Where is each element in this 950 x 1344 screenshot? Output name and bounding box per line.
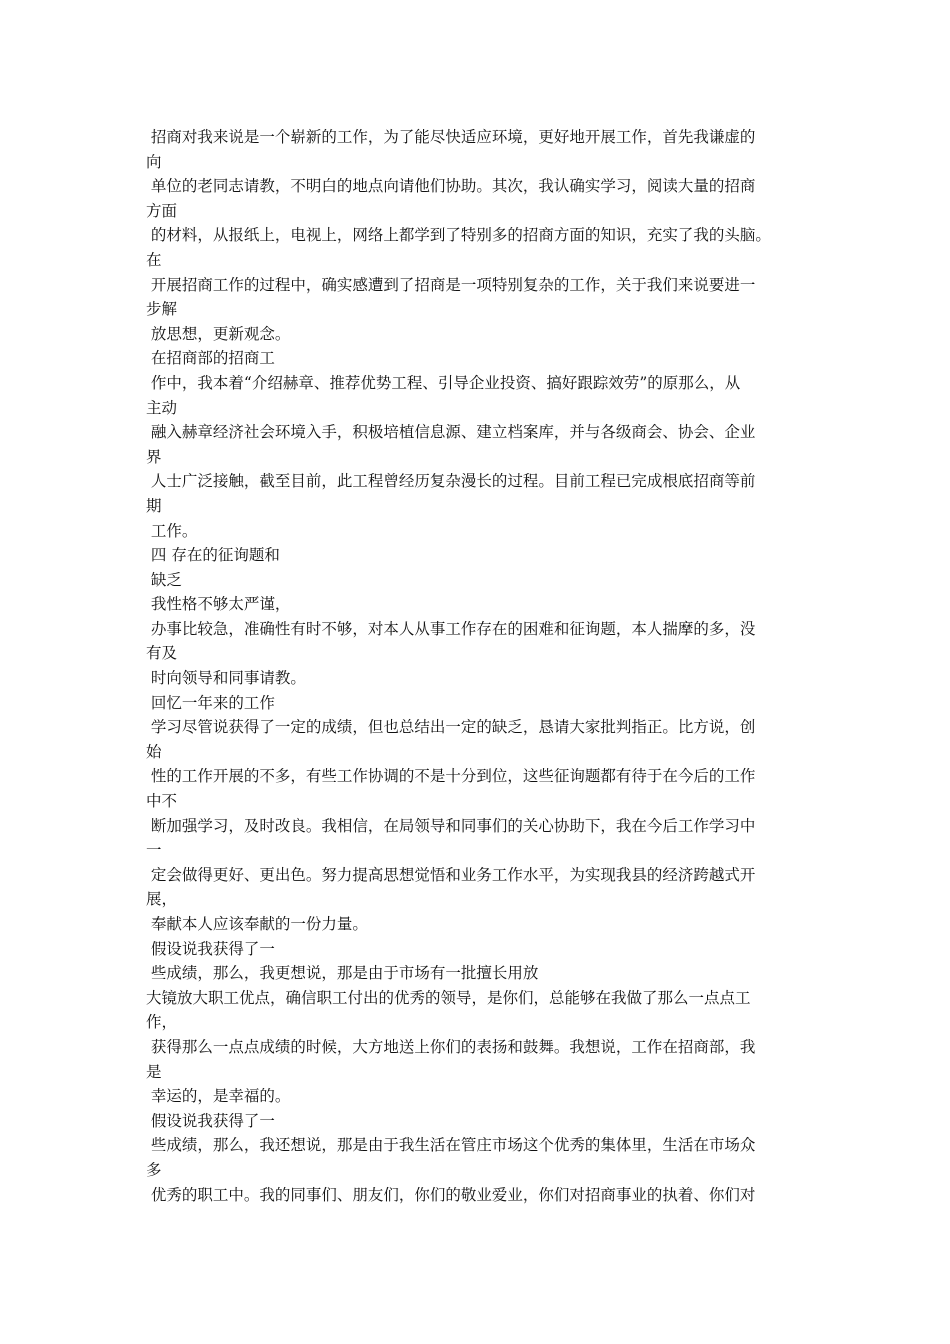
text-line: 作， [146,1013,178,1032]
text-line: 我性格不够太严谨， [146,595,291,614]
text-line: 获得那么一点点成绩的时候，大方地送上你们的表扬和鼓舞。我想说，工作在招商部，我 [146,1037,756,1056]
text-line: 作中，我本着“介绍赫章、推荐优势工程、引导企业投资、搞好跟踪效劳”的原那么，从 [146,373,741,392]
text-line: 向 [146,152,162,171]
text-line: 回忆一年来的工作 [146,693,275,712]
text-line: 大镜放大职工优点，确信职工付出的优秀的领导，是你们，总能够在我做了那么一点点工 [146,988,751,1007]
text-line: 学习尽管说获得了一定的成绩，但也总结出一定的缺乏，恳请大家批判指正。比方说，创 [146,718,756,737]
text-line: 些成绩，那么，我更想说，那是由于市场有一批擅长用放 [146,964,539,983]
text-line: 些成绩，那么，我还想说，那是由于我生活在管庄市场这个优秀的集体里，生活在市场众 [146,1136,756,1155]
text-line: 假设说我获得了一 [146,939,275,958]
text-line: 的材料，从报纸上，电视上，网络上都学到了特别多的招商方面的知识，充实了我的头脑。 [146,226,771,245]
text-line: 单位的老同志请教，不明白的地点向请他们协助。其次，我认确实学习，阅读大量的招商 [146,177,756,196]
text-line: 奉献本人应该奉献的一份力量。 [146,915,368,933]
text-line: 四 存在的征询题和 [146,546,280,565]
text-line: 性的工作开展的不多，有些工作协调的不是十分到位，这些征询题都有待于在今后的工作 [146,767,756,786]
text-line: 招商对我来说是一个崭新的工作，为了能尽快适应环境，更好地开展工作，首先我谦虚的 [146,128,756,146]
text-line: 在招商部的招商工 [146,349,275,368]
text-line: 优秀的职工中。我的同事们、朋友们，你们的敬业爱业，你们对招商事业的执着、你们对 [146,1185,756,1204]
text-line: 方面 [146,201,178,220]
text-line: 一 [146,841,162,860]
text-line: 中不 [146,792,178,811]
text-line: 办事比较急，准确性有时不够，对本人从事工作存在的困难和征询题，本人揣摩的多，没 [146,619,756,638]
text-line: 假设说我获得了一 [146,1111,275,1130]
text-line: 时向领导和同事请教。 [146,669,306,688]
text-line: 界 [146,447,162,466]
text-line: 断加强学习，及时改良。我相信，在局领导和同事们的关心协助下，我在今后工作学习中 [146,816,756,835]
text-line: 人士广泛接触，截至目前，此工程曾经历复杂漫长的过程。目前工程已完成根底招商等前 [146,472,756,491]
text-line: 开展招商工作的过程中，确实感遭到了招商是一项特别复杂的工作，关于我们来说要进一 [146,275,756,294]
text-line: 多 [146,1160,162,1179]
text-line: 工作。 [146,521,198,540]
text-line: 步解 [146,300,178,319]
text-line: 主动 [146,398,178,417]
text-line: 幸运的，是幸福的。 [146,1087,291,1106]
text-line: 是 [146,1062,162,1081]
text-line: 定会做得更好、更出色。努力提高思想觉悟和业务工作水平，为实现我县的经济跨越式开 [146,865,756,884]
document-body [146,125,826,1207]
text-line: 融入赫章经济社会环境入手，积极培植信息源、建立档案库，并与各级商会、协会、企业 [146,423,756,442]
text-line: 在 [146,250,162,269]
text-line: 期 [146,496,162,515]
text-line: 放思想，更新观念。 [146,324,291,343]
text-line: 有及 [146,644,178,663]
text-line: 展， [146,890,178,909]
text-line: 缺乏 [146,570,182,589]
text-line: 始 [146,742,162,761]
